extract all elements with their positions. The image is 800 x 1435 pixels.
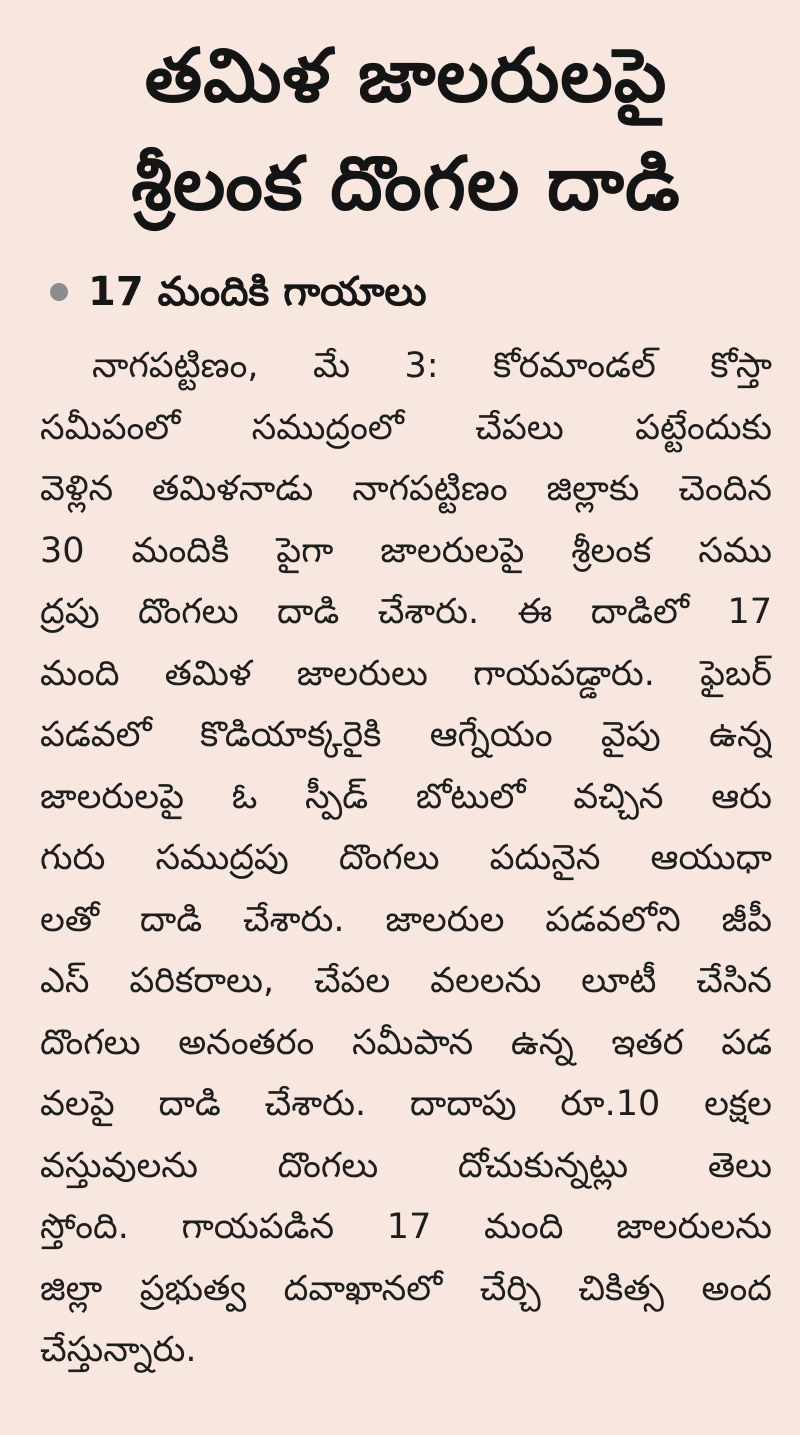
headline-line-2: శ్రీలంక దొంగల దాడి: [131, 141, 681, 227]
body-line: జిల్లా ప్రభుత్వ దవాఖానలో చేర్చి చికిత్స అంద: [40, 1268, 772, 1309]
body-line: పడవలో కొడియాక్కరైకి ఆగ్నేయం వైపు ఉన్న: [40, 715, 772, 755]
body-line: ఎస్ పరికరాలు, చేపల వలలను లూటీ చేసిన: [40, 961, 772, 1001]
bullet-dot-icon: [50, 283, 68, 301]
headline: [40, 22, 772, 238]
subheading: [50, 264, 772, 320]
body-line: వెళ్లిన తమిళనాడు నాగపట్టిణం జిల్లాకు చెందిన: [40, 469, 772, 509]
body-line: వలపై దాడి చేశారు. దాదాపు రూ.10 లక్షల: [40, 1084, 772, 1124]
body-line: ద్రపు దొంగలు దాడి చేశారు. ఈ దాడిలో 17: [40, 592, 772, 632]
body-line: చేస్తున్నారు.: [40, 1330, 197, 1370]
body-line: సమీపంలో సముద్రంలో చేపలు పట్టేందుకు: [40, 407, 772, 448]
body-line: దొంగలు అనంతరం సమీపాన ఉన్న ఇతర పడ: [40, 1022, 772, 1063]
headline-line-1: తమిళ జాలరులపై: [144, 33, 668, 119]
article-body: [40, 336, 772, 1382]
body-line: జాలరులపై ఓ స్పీడ్ బోటులో వచ్చిన ఆరు: [40, 776, 772, 817]
body-line: 30 మందికి పైగా జాలరులపై శ్రీలంక సము: [40, 530, 772, 571]
subheading-text: 17 మందికి గాయాలు: [88, 269, 427, 315]
body-line: వస్తువులను దొంగలు దోచుకున్నట్లు తెలు: [40, 1145, 772, 1186]
body-line: మంది తమిళ జాలరులు గాయపడ్డారు. ఫైబర్: [40, 653, 772, 694]
body-line: గురు సముద్రపు దొంగలు పదునైన ఆయుధా: [40, 838, 772, 878]
body-line: నాగపట్టిణం, మే 3: కోరమాండల్ కోస్తా: [92, 346, 772, 386]
body-line: స్తోంది. గాయపడిన 17 మంది జాలరులను: [40, 1207, 772, 1247]
body-line: లతో దాడి చేశారు. జాలరుల పడవలోని జీపీ: [40, 899, 772, 940]
